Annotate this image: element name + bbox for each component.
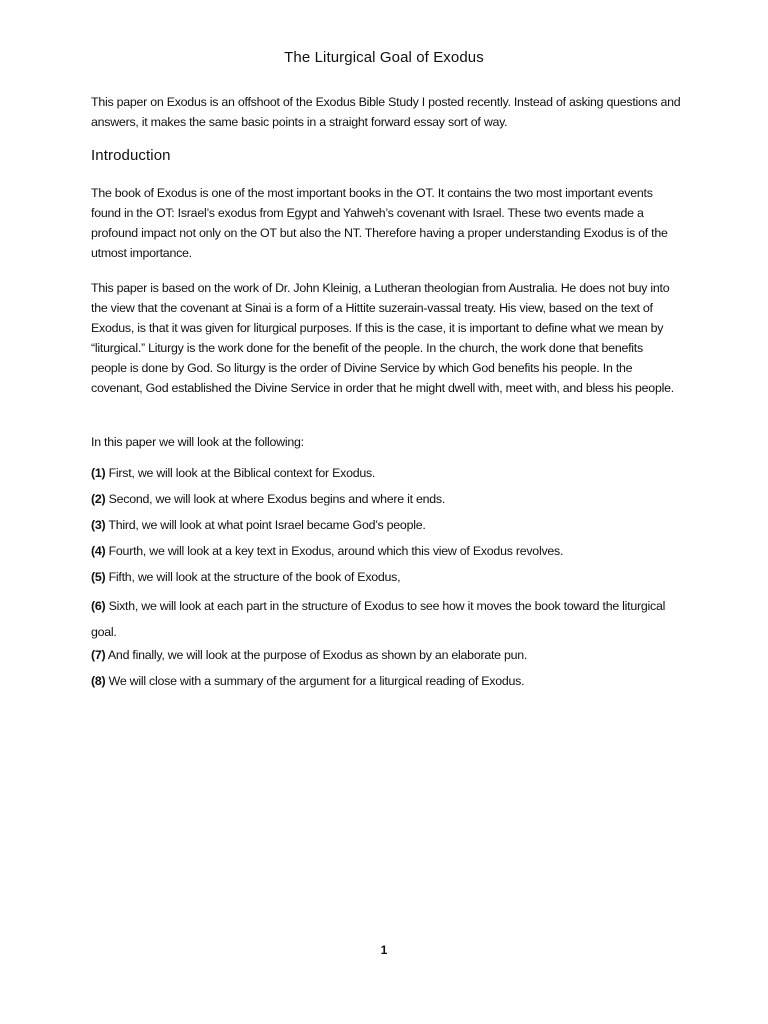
list-item-number: (1)	[91, 466, 106, 480]
list-item	[91, 515, 681, 535]
outline-list	[91, 463, 681, 697]
list-item-number: (7)	[91, 648, 106, 662]
list-item-text: Third, we will look at what point Israel became God’s people.	[105, 518, 426, 532]
list-item-text: First, we will look at the Biblical context for Exodus.	[105, 466, 376, 480]
list-item-text: Sixth, we will look at each part in the structure of Exodus to see how it moves the book toward the liturgical goal.	[91, 599, 666, 639]
paragraph-exodus-importance: The book of Exodus is one of the most important books in the OT. It contains the two most important events found in the OT: Israel’s exodus from Egypt and Yahweh’s covenant with Israel. These two events made a profound impact not only on the OT but also the NT. Therefore having a proper understanding Exodus is of the utmost importance.	[91, 186, 668, 260]
list-item-text: Fifth, we will look at the structure of the book of Exodus,	[105, 570, 401, 584]
section-heading-introduction: Introduction	[91, 147, 171, 164]
list-item-number: (5)	[91, 570, 106, 584]
list-item	[91, 489, 681, 509]
list-item-number: (3)	[91, 518, 106, 532]
list-item-text: And finally, we will look at the purpose of Exodus as shown by an elaborate pun.	[105, 648, 528, 662]
list-item	[91, 593, 681, 645]
list-item-text: Second, we will look at where Exodus begins and where it ends.	[105, 492, 446, 506]
list-item-number: (6)	[91, 599, 106, 613]
page-number: 1	[380, 943, 388, 957]
paragraph-kleinig-view: This paper is based on the work of Dr. John Kleinig, a Lutheran theologian from Australia. He does not buy into the view that the covenant at Sinai is a form of a Hittite suzerain-vassal treaty. His view, based on the text of Exodus, is that it was given for liturgical purposes. If this is the case, it is important to define what we mean by “liturgical.” Liturgy is the work done for the benefit of the people. In the church, the work done that benefits people is done by God. So liturgy is the order of Divine Service by which God benefits his people. In the covenant, God established the Divine Service in order that he might dwell with, meet with, and bless his people.	[91, 281, 674, 395]
list-item	[91, 645, 681, 665]
list-item	[91, 567, 681, 587]
list-item-text: Fourth, we will look at a key text in Exodus, around which this view of Exodus revolves.	[105, 544, 564, 558]
list-item-number: (2)	[91, 492, 106, 506]
document-title: The Liturgical Goal of Exodus	[284, 49, 484, 66]
paragraph-list-intro: In this paper we will look at the following:	[91, 435, 304, 449]
list-item	[91, 541, 681, 561]
list-item-number: (4)	[91, 544, 106, 558]
list-item-number: (8)	[91, 674, 106, 688]
list-item	[91, 671, 681, 691]
list-item	[91, 463, 681, 483]
list-item-text: We will close with a summary of the argument for a liturgical reading of Exodus.	[105, 674, 525, 688]
intro-paragraph: This paper on Exodus is an offshoot of the Exodus Bible Study I posted recently. Instead of asking questions and answers, it makes the same basic points in a straight forward essay sort of way.	[91, 95, 681, 129]
